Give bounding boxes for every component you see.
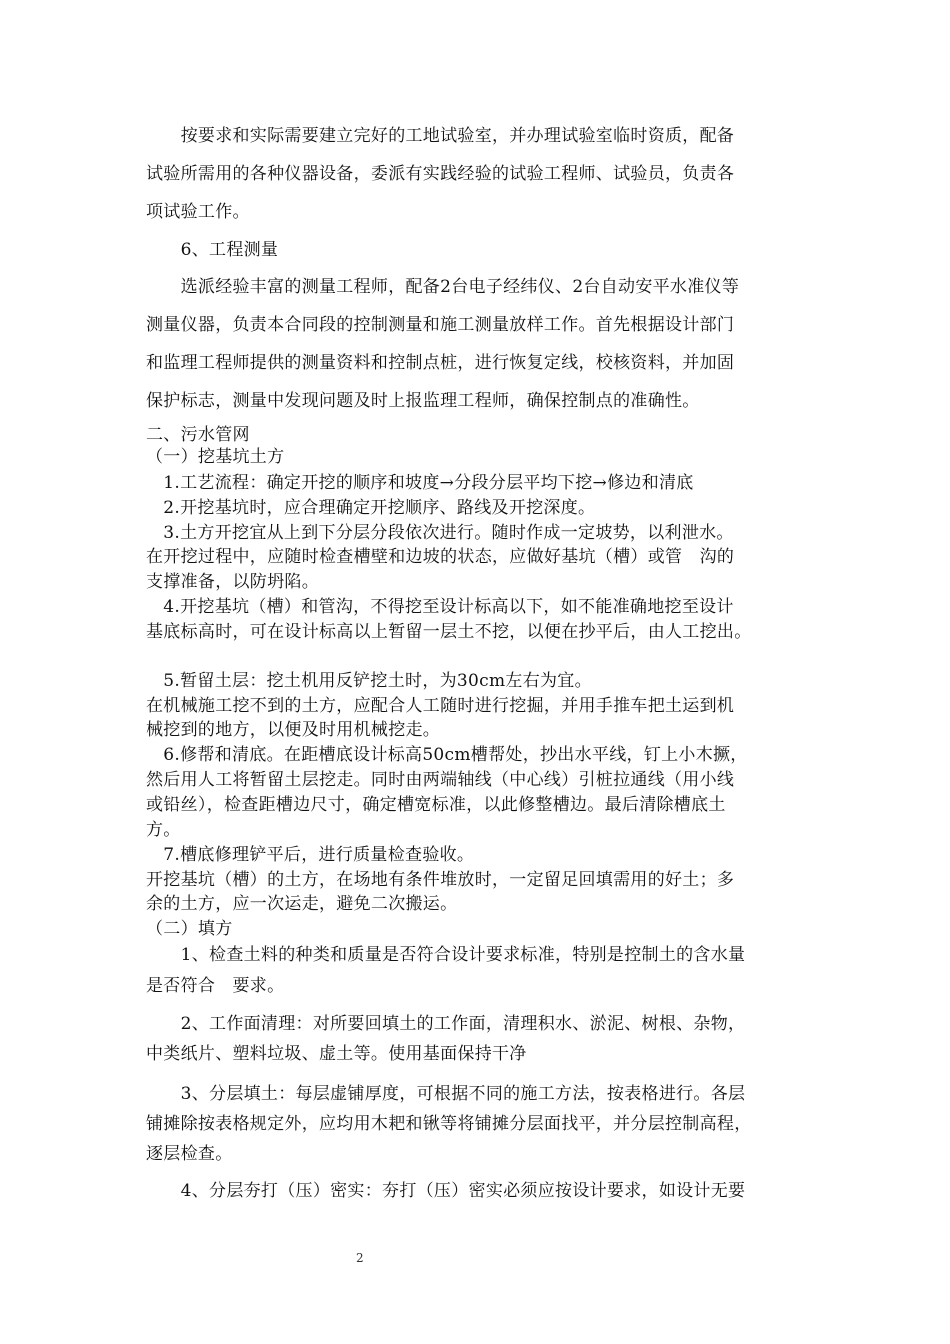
text-line: 7.槽底修理铲平后，进行质量检查验收。 [146,845,475,865]
text-line: 4.开挖基坑（槽）和管沟，不得挖至设计标高以下，如不能准确地挖至设计 [146,597,734,617]
text-line: 按要求和实际需要建立完好的工地试验室，并办理试验室临时资质，配备 [146,126,735,146]
text-line: 测量仪器，负责本合同段的控制测量和施工测量放样工作。首先根据设计部门 [146,315,735,335]
text-line: 4、分层夯打（压）密实：夯打（压）密实必须应按设计要求，如设计无要 [146,1181,746,1201]
text-line: 2、工作面清理：对所要回填土的工作面，清理积水、淤泥、树根、杂物， [146,1014,746,1034]
text-line: 余的土方，应一次运走，避免二次搬运。 [146,894,458,914]
section-heading: 6、工程测量 [146,240,279,260]
text-line: 械挖到的地方，以便及时用机械挖走。 [146,720,441,740]
text-line: 试验所需用的各种仪器设备，委派有实践经验的试验工程师、试验员，负责各 [146,164,735,184]
text-line: 3、分层填土：每层虚铺厚度，可根据不同的施工方法，按表格进行。各层 [146,1084,746,1104]
text-line: 然后用人工将暂留土层挖走。同时由两端轴线（中心线）引桩拉通线（用小线 [146,770,735,790]
text-line: 开挖基坑（槽）的土方，在场地有条件堆放时，一定留足回填需用的好土；多 [146,870,735,890]
text-line: 基底标高时，可在设计标高以上暂留一层土不挖，以便在抄平后，由人工挖出。 [146,622,752,642]
text-line: 6.修帮和清底。在距槽底设计标高50cm槽帮处，抄出水平线，钉上小木撅， [146,745,748,765]
page-number: 2 [356,1251,364,1265]
text-line: 3.土方开挖宜从上到下分层分段依次进行。随时作成一定坡势，以利泄水。 [146,523,734,543]
section-heading: 二、污水管网 [146,425,250,445]
text-line: 1.工艺流程：确定开挖的顺序和坡度→分段分层平均下挖→修边和清底 [146,473,694,493]
text-line: 2.开挖基坑时，应合理确定开挖顺序、路线及开挖深度。 [146,498,596,518]
text-line: 1、检查土料的种类和质量是否符合设计要求标准，特别是控制土的含水量 [146,945,746,965]
text-line: 方。 [146,820,181,840]
text-line: 选派经验丰富的测量工程师，配备2台电子经纬仪、2台自动安平水准仪等 [146,277,740,297]
text-line: 项试验工作。 [146,202,250,222]
text-line: 或铅丝），检查距槽边尺寸，确定槽宽标准，以此修整槽边。最后清除槽底土 [146,795,726,815]
text-line: 是否符合 要求。 [146,976,285,996]
text-line: 在开挖过程中，应随时检查槽壁和边坡的状态，应做好基坑（槽）或管 沟的 [146,547,735,567]
subsection-heading: （二）填方 [146,919,233,939]
text-line: 5.暂留土层：挖土机用反铲挖土时，为30cm左右为宜。 [146,671,592,691]
text-line: 和监理工程师提供的测量资料和控制点桩，进行恢复定线，校核资料，并加固 [146,353,735,373]
subsection-heading: （一）挖基坑土方 [146,447,285,467]
text-line: 中类纸片、塑料垃圾、虚土等。使用基面保持干净 [146,1044,527,1064]
text-line: 保护标志，测量中发现问题及时上报监理工程师，确保控制点的准确性。 [146,391,700,411]
text-line: 支撑准备，以防坍陷。 [146,572,319,592]
text-line: 在机械施工挖不到的土方，应配合人工随时进行挖掘，并用手推车把土运到机 [146,696,735,716]
text-line: 铺摊除按表格规定外，应均用木耙和锹等将铺摊分层面找平，并分层控制高程， [146,1114,752,1134]
text-line: 逐层检查。 [146,1144,233,1164]
